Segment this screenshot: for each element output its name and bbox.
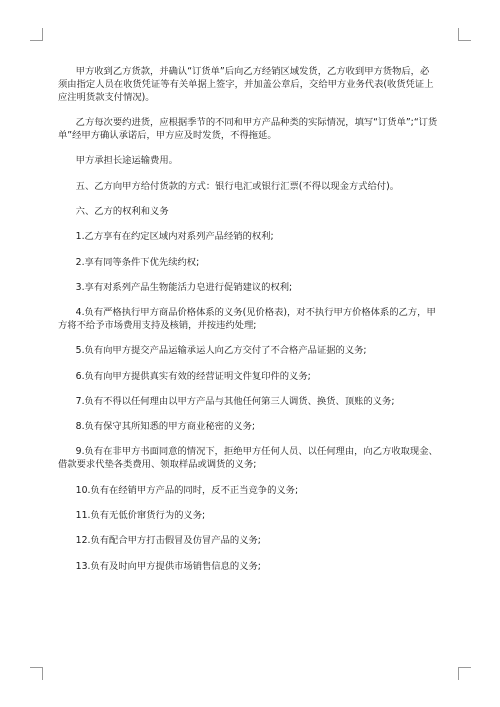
- clause-1: 1.乙方享有在约定区域内对系列产品经销的权利;: [75, 231, 274, 243]
- clause-6: 6.负有向甲方提供真实有效的经营证明文件复印件的义务;: [75, 370, 311, 382]
- paragraph-delivery: 甲方收到乙方货款，并确认“订货单”后向乙方经销区域发货，乙方收到甲方货物后，必须由指定人员在收货凭证等有关单据上签字，并加盖公章后，交给甲方业务代表(收货凭证上应注明货款支付情况)。: [58, 66, 434, 103]
- crop-mark-top-left: [30, 28, 43, 41]
- clause-8: 8.负有保守其所知悉的甲方商业秘密的义务;: [75, 421, 256, 433]
- clause-7: 7.负有不得以任何理由以甲方产品与其他任何第三人调货、换货、顶账的义务;: [75, 395, 395, 407]
- clause-11: 11.负有无低价窜货行为的义务;: [75, 509, 206, 521]
- section-6-heading: 六、乙方的权利和义务: [75, 205, 169, 217]
- section-5-payment: 五、乙方向甲方给付货款的方式：银行电汇或银行汇票(不得以现金方式给付)。: [75, 180, 400, 192]
- clause-2: 2.享有同等条件下优先续约权;: [75, 256, 200, 268]
- crop-mark-top-right: [458, 28, 471, 41]
- clause-13: 13.负有及时向甲方提供市场销售信息的义务;: [75, 560, 261, 572]
- paragraph-ordering: 乙方每次要约进货，应根据季节的不同和甲方产品种类的实际情况，填写“订货单”;“订货单”经甲方确认承诺后，甲方应及时发货，不得拖延。: [58, 117, 438, 142]
- document-body: [58, 66, 438, 573]
- clause-3: 3.享有对系列产品生物能活力皂进行促销建议的权利;: [75, 281, 293, 293]
- paragraph-transport-cost: 甲方承担长途运输费用。: [75, 155, 178, 167]
- clause-5: 5.负有向甲方提交产品运输承运人向乙方交付了不合格产品证据的义务;: [75, 345, 367, 357]
- clause-12: 12.负有配合甲方打击假冒及仿冒产品的义务;: [75, 535, 261, 547]
- clause-10: 10.负有在经销甲方产品的同时，反不正当竞争的义务;: [75, 484, 299, 496]
- clause-4: 4.负有严格执行甲方商品价格体系的义务(见价格表)，对不执行甲方价格体系的乙方，甲方将不给予市场费用支持及核销，并按违约处理;: [58, 307, 436, 331]
- crop-mark-bottom-left: [30, 667, 43, 680]
- clause-9: 9.负有在非甲方书面同意的情况下，拒绝甲方任何人员、以任何理由，向乙方收取现金、借款要求代垫各类费用、领取样品或调货的义务;: [58, 446, 438, 471]
- crop-mark-bottom-right: [458, 667, 471, 680]
